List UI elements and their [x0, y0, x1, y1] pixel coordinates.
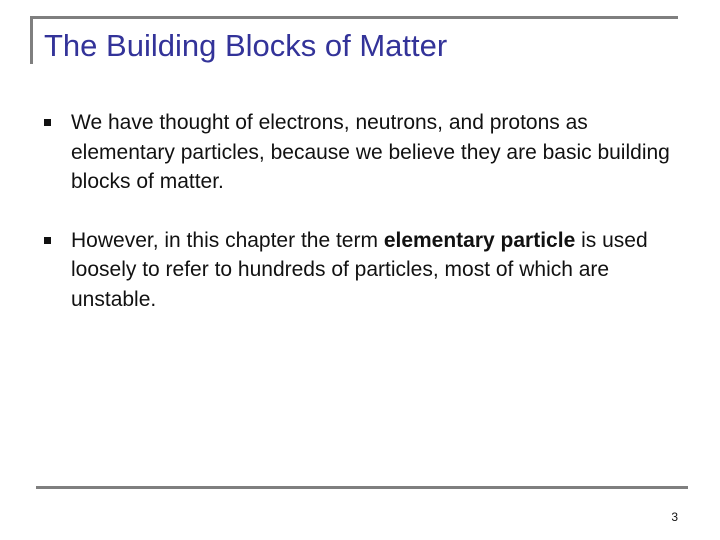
bullet-text	[71, 229, 648, 311]
bullet-list	[44, 108, 680, 343]
footer-rule	[36, 486, 688, 489]
bullet-text: We have thought of electrons, neutrons, and protons as elementary particles, because we believe they are basic building blocks of matter.	[71, 111, 670, 193]
slide-title: The Building Blocks of Matter	[44, 28, 448, 63]
bullet-item	[44, 226, 680, 315]
page-number: 3	[671, 510, 678, 524]
bullet-text-before: However, in this chapter the term	[71, 228, 384, 252]
square-bullet-icon	[44, 237, 51, 244]
bullet-item	[44, 108, 680, 197]
square-bullet-icon	[44, 119, 51, 126]
bullet-text-after: is used loosely to refer to hundreds of particles, most of which are unstable.	[71, 228, 648, 311]
bullet-text-bold-term: elementary particle	[383, 228, 576, 252]
